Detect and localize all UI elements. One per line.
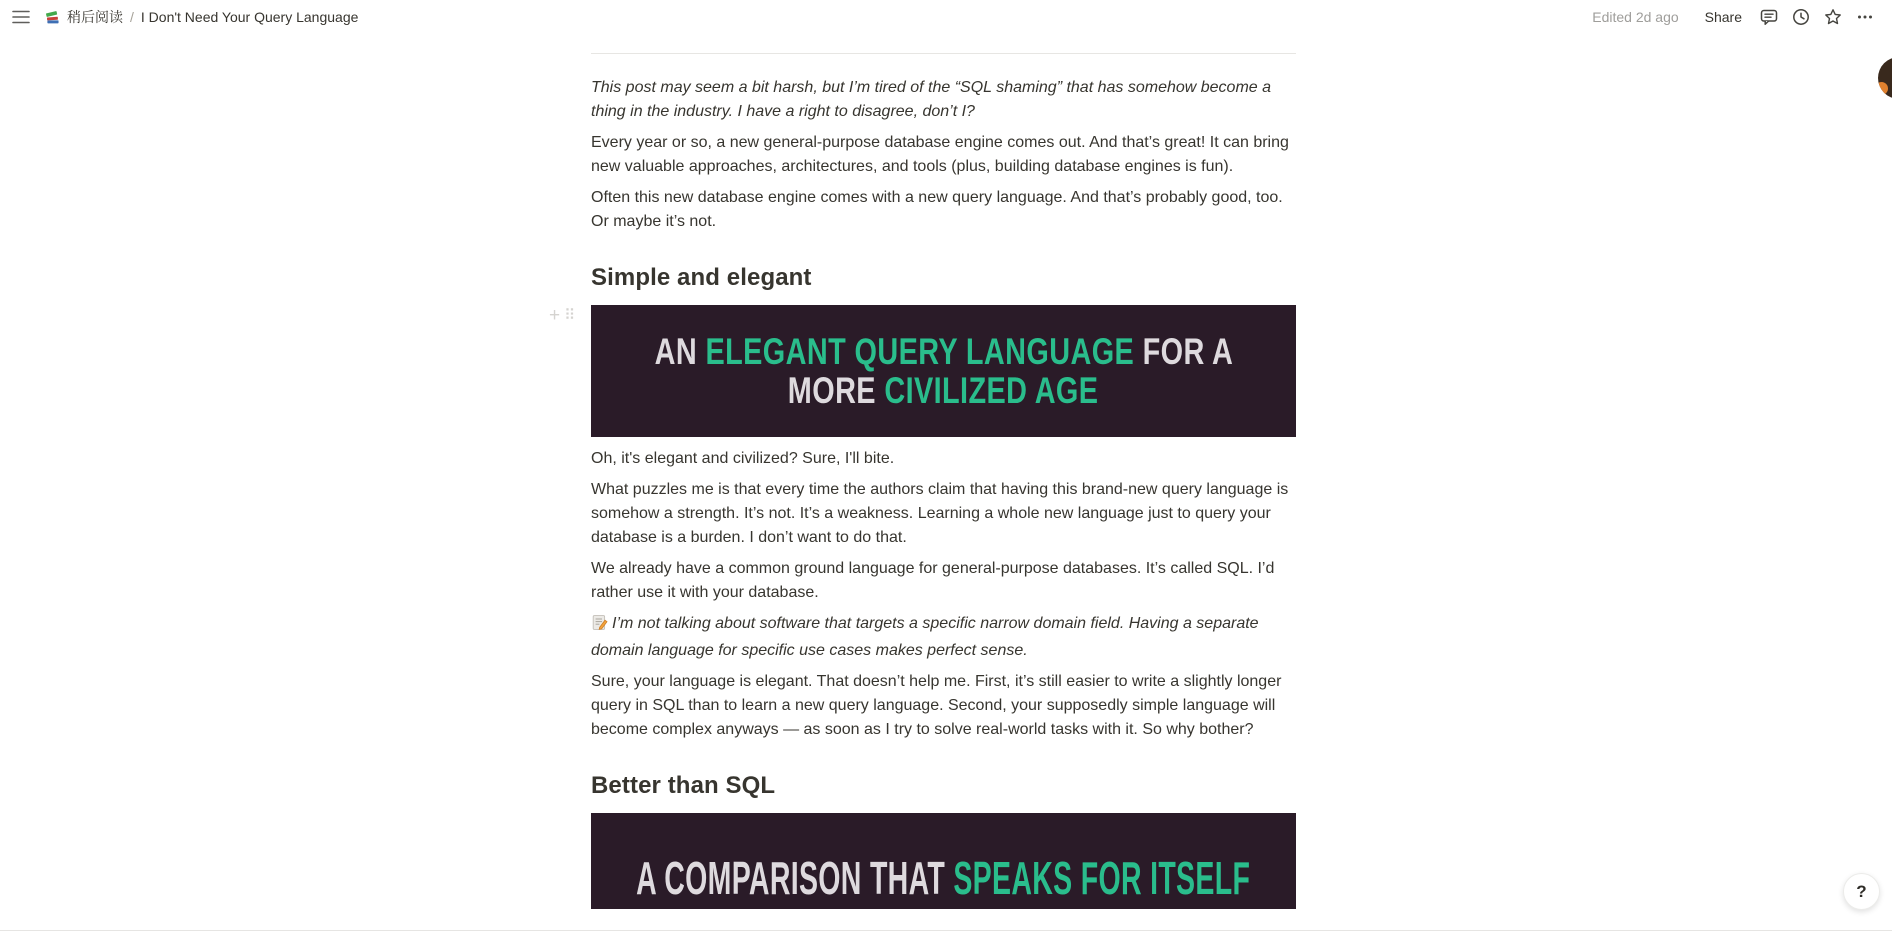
breadcrumb-workspace-label: 稍后阅读 <box>67 9 123 25</box>
note-text: I’m not talking about software that targets a specific narrow domain field. Having a separate domain language for specific use cases makes perfect sense. <box>591 615 1259 659</box>
window-bottom-edge <box>0 930 1892 931</box>
more-options-button[interactable] <box>1852 4 1878 30</box>
banner-image-elegant-query-language[interactable] <box>591 305 1296 437</box>
breadcrumb-workspace[interactable] <box>44 7 123 27</box>
floating-avatar[interactable] <box>1878 57 1892 99</box>
paragraph[interactable]: Sure, your language is elegant. That doesn’t help me. First, it’s still easier to write a slightly longer query in SQL than to learn a new query language. Second, your supposedly simple language will become complex anyways — as soon as I try to solve real-world tasks with it. So why bother? <box>591 673 1282 738</box>
star-icon <box>1823 7 1843 27</box>
paragraph[interactable]: Oh, it's elegant and civilized? Sure, I'll bite. <box>591 450 895 467</box>
banner-text-line: AN ELEGANT QUERY LANGUAGE FOR A <box>654 331 1233 372</box>
more-dots-icon <box>1855 7 1875 27</box>
comments-button[interactable] <box>1756 4 1782 30</box>
updates-button[interactable] <box>1788 4 1814 30</box>
banner-text-line: MORE CIVILIZED AGE <box>788 370 1099 411</box>
help-button[interactable]: ? <box>1843 873 1880 910</box>
sidebar-toggle-button[interactable] <box>8 4 34 30</box>
breadcrumb-page-label: I Don't Need Your Query Language <box>140 9 359 25</box>
block-hover-controls <box>549 306 574 325</box>
heading-better-than-sql[interactable]: Better than SQL <box>591 772 776 799</box>
edited-timestamp: Edited 2d ago <box>1592 9 1679 25</box>
comment-icon <box>1759 7 1779 27</box>
favorite-button[interactable] <box>1820 4 1846 30</box>
divider-block <box>591 53 1296 54</box>
intro-paragraph[interactable]: This post may seem a bit harsh, but I’m tired of the “SQL shaming” that has somehow become a thing in the industry. I have a right to disagree, don’t I? <box>591 79 1272 120</box>
banner-image-comparison[interactable] <box>591 813 1296 909</box>
breadcrumb-separator: / <box>130 9 134 25</box>
breadcrumb-page[interactable] <box>141 9 359 25</box>
heading-simple-and-elegant[interactable]: Simple and elegant <box>591 264 812 291</box>
breadcrumb <box>44 7 358 27</box>
share-button[interactable]: Share <box>1697 5 1750 29</box>
history-clock-icon <box>1791 7 1811 27</box>
banner-text-line: A COMPARISON THAT SPEAKS FOR ITSELF <box>636 852 1251 904</box>
paragraph[interactable]: Often this new database engine comes with a new query language. And that’s probably good, too. Or maybe it’s not. <box>591 189 1283 230</box>
note-paragraph[interactable] <box>591 612 1296 663</box>
paragraph[interactable]: Every year or so, a new general-purpose database engine comes out. And that’s great! It can bring new valuable approaches, architectures, and tools (plus, building database engines is fun). <box>591 134 1289 175</box>
page-content <box>591 0 1296 909</box>
memo-icon <box>591 614 608 639</box>
paragraph[interactable]: We already have a common ground language for general-purpose databases. It’s called SQL. I’d rather use it with your database. <box>591 560 1275 601</box>
books-icon <box>44 9 61 26</box>
drag-handle-icon[interactable]: ⠿ <box>564 307 575 324</box>
add-block-button[interactable]: + <box>549 305 561 326</box>
paragraph[interactable]: What puzzles me is that every time the authors claim that having this brand-new query language is somehow a strength. It’s not. It’s a weakness. Learning a whole new language just to query your database is a burden. I don’t want to do that. <box>591 481 1289 546</box>
hamburger-icon <box>12 10 30 24</box>
